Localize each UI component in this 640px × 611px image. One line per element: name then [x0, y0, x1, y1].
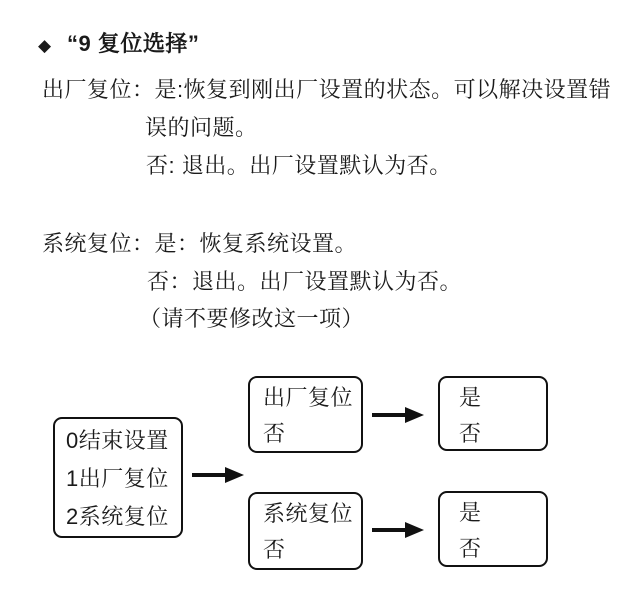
- factory-box-label: 出厂复位: [263, 385, 354, 410]
- factory-result-no: 否: [459, 421, 482, 446]
- arrow-right-icon: [371, 520, 425, 540]
- arrow-right-icon: [191, 465, 245, 485]
- system-reset-text-line1: 系统复位：是：恢复系统设置。: [42, 231, 358, 256]
- factory-result-yes: 是: [459, 385, 482, 410]
- section-title: “9 复位选择”: [67, 31, 200, 56]
- factory-reset-text-line3: 否: 退出。出厂设置默认为否。: [146, 153, 452, 178]
- system-box-default: 否: [263, 537, 286, 562]
- system-result-yes: 是: [459, 500, 482, 525]
- menu-item-factory-reset: 1出厂复位: [66, 466, 169, 491]
- factory-reset-step-box: [248, 376, 363, 453]
- menu-box: [53, 417, 183, 538]
- system-reset-step-box: [248, 492, 363, 570]
- factory-box-default: 否: [263, 421, 286, 446]
- system-reset-result-box: [438, 491, 548, 567]
- system-reset-text-line3: （请不要修改这一项）: [139, 306, 365, 331]
- factory-reset-text-line1: 出厂复位：是:恢复到刚出厂设置的状态。可以解决设置错: [42, 77, 612, 102]
- factory-reset-text-line2: 误的问题。: [145, 115, 258, 140]
- factory-reset-result-box: [438, 376, 548, 451]
- menu-item-system-reset: 2系统复位: [66, 504, 169, 529]
- system-box-label: 系统复位: [263, 501, 354, 526]
- arrow-right-icon: [371, 405, 425, 425]
- menu-item-end-setting: 0结束设置: [66, 428, 169, 453]
- diamond-bullet-icon: ◆: [38, 36, 52, 55]
- system-reset-text-line2: 否：退出。出厂设置默认为否。: [147, 269, 463, 294]
- system-result-no: 否: [459, 536, 482, 561]
